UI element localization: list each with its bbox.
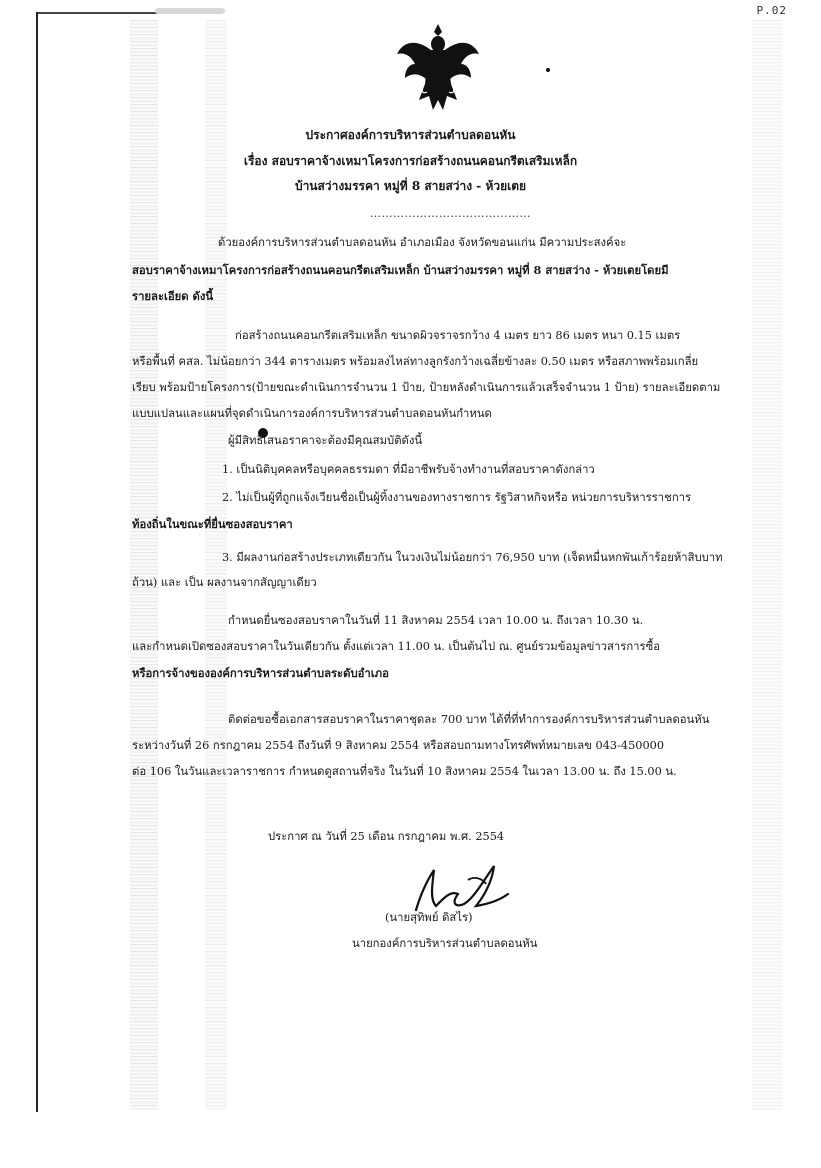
qualification-item: ถ้วน) และ เป็น ผลงานจากสัญญาเดียว [132,576,317,589]
qualification-item: 1. เป็นนิติบุคคลหรือบุคคลธรรมดา ที่มีอาชีพรับจ้างทำงานที่สอบราคาดังกล่าว [222,463,595,476]
qualifications-heading: ผู้มีสิทธิเสนอราคาจะต้องมีคุณสมบัติดังนี้ [228,434,423,447]
schedule-line: กำหนดยื่นซองสอบราคาในวันที่ 11 สิงหาคม 2554 เวลา 10.00 น. ถึงเวลา 10.30 น. [228,614,644,627]
org-title: ประกาศองค์การบริหารส่วนตำบลดอนหัน [305,128,516,142]
qualification-item: 2. ไม่เป็นผู้ที่ถูกแจ้งเวียนชื่อเป็นผู้ทิ้งงานของทางราชการ รัฐวิสาหกิจหรือ หน่วยการบริหารราชการ [222,491,692,504]
scope-line: หรือพื้นที่ คสล. ไม่น้อยกว่า 344 ตารางเมตร พร้อมลงไหล่ทางลูกรังกว้างเฉลี่ยข้างละ 0.50 เมตร หรือสภาพพร้อมเกลี่ย [132,355,699,368]
contact-line: ติดต่อขอซื้อเอกสารสอบราคาในราคาชุดละ 700 บาท ได้ที่ที่ทำการองค์การบริหารส่วนตำบลดอนหัน [228,713,710,726]
subject-line: เรื่อง สอบราคาจ้างเหมาโครงการก่อสร้างถนนคอนกรีตเสริมเหล็ก [243,154,578,168]
intro-line: รายละเอียด ดังนี้ [132,289,214,303]
scope-line: ก่อสร้างถนนคอนกรีตเสริมเหล็ก ขนาดผิวจราจรกว้าง 4 เมตร ยาว 86 เมตร หนา 0.15 เมตร [235,329,681,342]
signer-name: (นายสุทิพย์ ดิสไร) [385,911,473,924]
scan-speck [546,68,550,72]
contact-line: ต่อ 106 ในวันและเวลาราชการ กำหนดดูสถานที่จริง ในวันที่ 10 สิงหาคม 2554 ในเวลา 13.00 น. ถึง 15.00 น. [132,765,677,778]
announcement-date: ประกาศ ณ วันที่ 25 เดือน กรกฎาคม พ.ศ. 2554 [268,830,505,843]
schedule-line: หรือการจ้างขององค์การบริหารส่วนตำบลระดับอำเภอ [132,666,389,680]
qualification-item: ท้องถิ่นในขณะที่ยื่นซองสอบราคา [132,517,293,531]
qualification-item: 3. มีผลงานก่อสร้างประเภทเดียวกัน ในวงเงินไม่น้อยกว่า 76,950 บาท (เจ็ดหมื่นหกพันเก้าร้อยห้าสิบบาท [222,551,723,564]
intro-line: ด้วยองค์การบริหารส่วนตำบลดอนหัน อำเภอเมือง จังหวัดขอนแก่น มีความประสงค์จะ [218,236,627,249]
contact-line: ระหว่างวันที่ 26 กรกฎาคม 2554 ถึงวันที่ 9 สิงหาคม 2554 หรือสอบถามทางโทรศัพท์หมายเลข 043-450000 [132,739,665,752]
signer-position: นายกองค์การบริหารส่วนตำบลดอนหัน [352,937,538,950]
scan-smudge [155,8,225,14]
page-number: P.02 [756,4,787,17]
scope-line: เรียบ พร้อมป้ายโครงการ(ป้ายขณะดำเนินการจำนวน 1 ป้าย, ป้ายหลังดำเนินการแล้วเสร็จจำนวน 1 ป้าย) รายละเอียดตาม [132,381,721,394]
garuda-emblem-icon [395,20,481,116]
intro-line: สอบราคาจ้างเหมาโครงการก่อสร้างถนนคอนกรีตเสริมเหล็ก บ้านสว่างมรรคา หมู่ที่ 8 สายสว่าง - ห้วยเตยโดยมี [132,263,669,277]
page-top-edge [38,12,158,14]
scope-line: แบบแปลนและแผนที่จุดดำเนินการองค์การบริหารส่วนตำบลดอนหันกำหนด [132,407,492,420]
signature-icon [408,860,512,916]
title-divider: …………………………………… [370,207,531,220]
schedule-line: และกำหนดเปิดซองสอบราคาในวันเดียวกัน ตั้งแต่เวลา 11.00 น. เป็นต้นไป ณ. ศูนย์รวมข้อมูลข่าวสารการซื้อ [132,640,661,653]
page-left-edge [36,12,38,1112]
location-line: บ้านสว่างมรรคา หมู่ที่ 8 สายสว่าง - ห้วยเตย [294,179,527,193]
